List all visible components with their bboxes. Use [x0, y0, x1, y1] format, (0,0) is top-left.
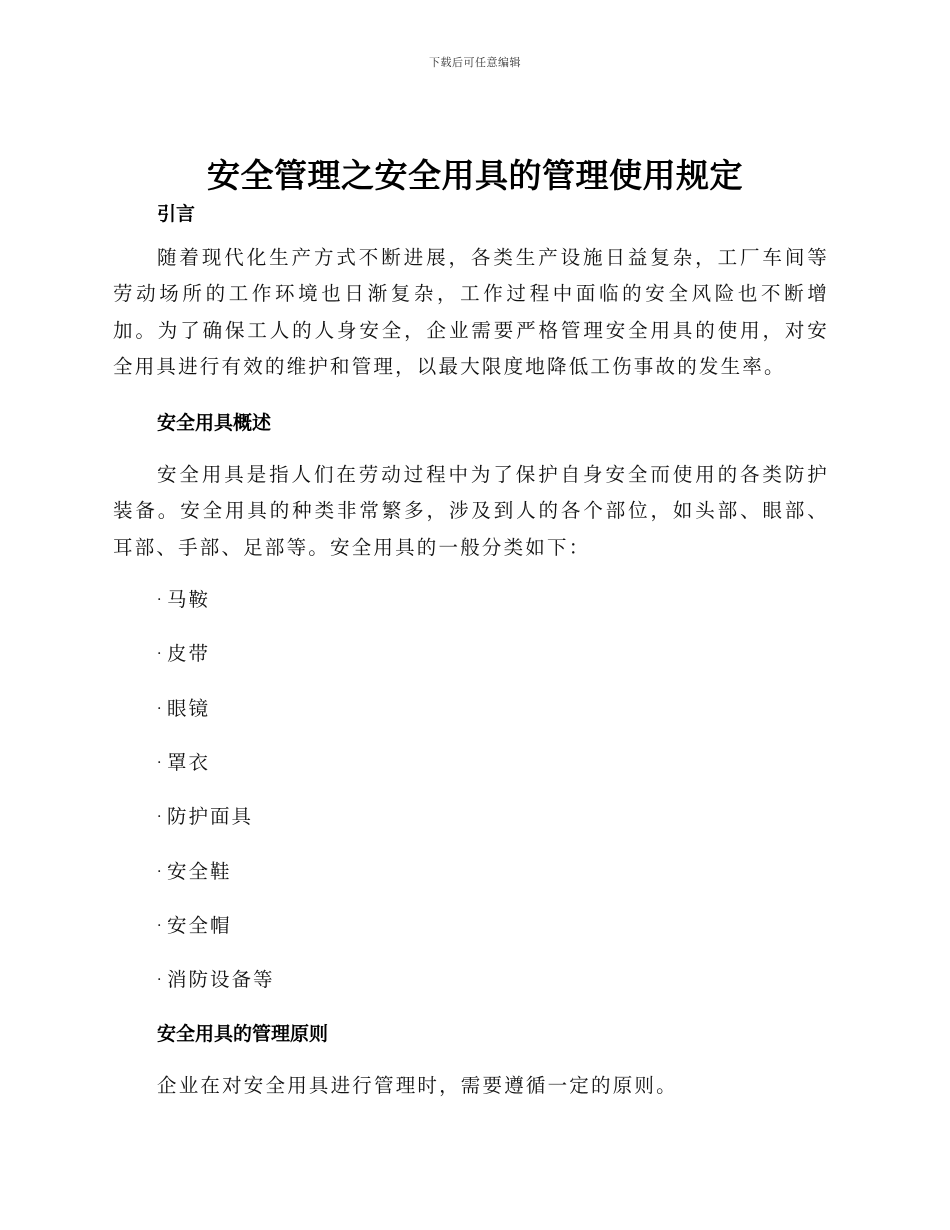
bullet-icon: ·: [157, 700, 164, 717]
bullet-icon: ·: [157, 863, 164, 880]
section-heading-principles: 安全用具的管理原则: [157, 1023, 329, 1046]
header-note: 下载后可任意编辑: [429, 56, 521, 69]
list-item: [113, 964, 829, 996]
bullet-icon: ·: [157, 646, 164, 663]
document-body: [113, 198, 829, 1104]
intro-paragraph: 随着现代化生产方式不断进展，各类生产设施日益复杂，工厂车间等劳动场所的工作环境也日渐复杂，工作过程中面临的安全风险也不断增加。为了确保工人的人身安全，企业需要严格管理安全用具的使用，对安全用具进行有效的维护和管理，以最大限度地降低工伤事故的发生率。: [113, 246, 829, 378]
list-item: [113, 910, 829, 942]
list-item: [113, 638, 829, 670]
bullet-icon: ·: [157, 917, 164, 934]
list-item-label: 安全鞋: [167, 859, 232, 883]
bullet-icon: ·: [157, 754, 164, 771]
list-item-label: 马鞍: [167, 588, 211, 612]
bullet-icon: ·: [157, 592, 164, 609]
section-intro: [113, 198, 829, 385]
section-heading-overview: 安全用具概述: [157, 412, 272, 435]
list-item-label: 眼镜: [167, 696, 211, 720]
list-item-label: 罩衣: [167, 750, 211, 774]
list-item: [113, 801, 829, 833]
section-overview: [113, 407, 829, 996]
list-item-label: 防护面具: [167, 805, 254, 829]
list-item-label: 消防设备等: [167, 968, 275, 992]
bullet-icon: ·: [157, 809, 164, 826]
equipment-list: [113, 584, 829, 996]
document-title: 安全管理之安全用具的管理使用规定: [207, 156, 743, 195]
section-principles: [113, 1018, 829, 1104]
list-item: [113, 856, 829, 888]
list-item: [113, 584, 829, 616]
list-item: [113, 747, 829, 779]
bullet-icon: ·: [157, 972, 164, 989]
list-item-label: 安全帽: [167, 913, 232, 937]
overview-paragraph: 安全用具是指人们在劳动过程中为了保护自身安全而使用的各类防护装备。安全用具的种类非常繁多，涉及到人的各个部位，如头部、眼部、耳部、手部、足部等。安全用具的一般分类如下：: [113, 463, 829, 559]
list-item-label: 皮带: [167, 642, 211, 666]
section-heading-intro: 引言: [157, 203, 196, 225]
principles-paragraph: 企业在对安全用具进行管理时，需要遵循一定的原则。: [157, 1074, 678, 1098]
list-item: [113, 693, 829, 725]
